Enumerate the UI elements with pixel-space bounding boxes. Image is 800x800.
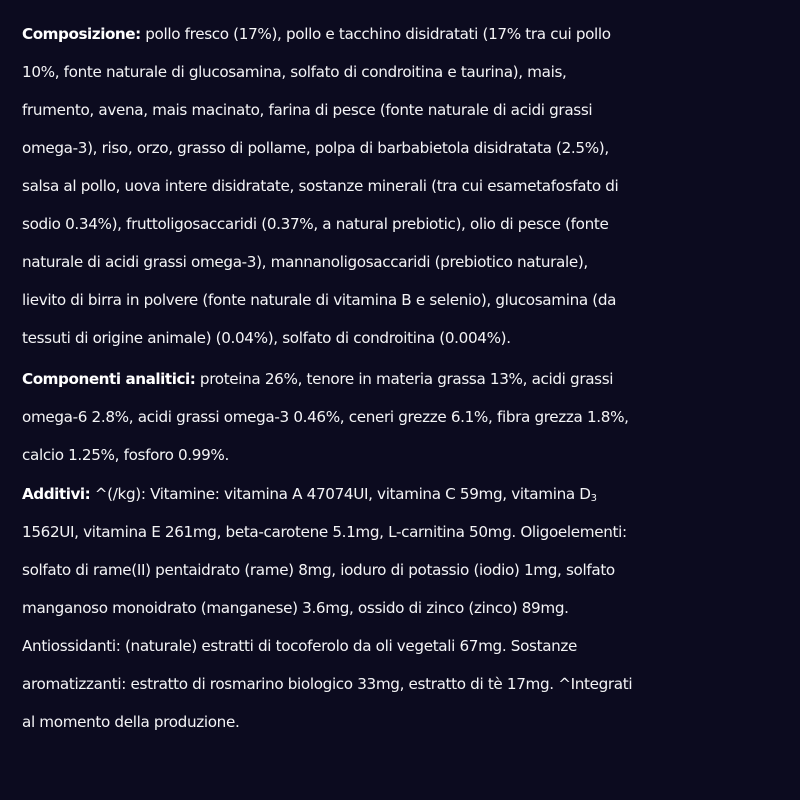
additives-line [22, 475, 792, 513]
analytical-line [22, 360, 792, 398]
composition-line: 10%, fonte naturale di glucosamina, solfato di condroitina e taurina), mais, [22, 63, 567, 81]
vitamin-d3-subscript: 3 [590, 493, 597, 504]
composition-label: Composizione: [22, 25, 141, 43]
additives-label: Additivi: [22, 485, 91, 503]
additives-line: manganoso monoidrato (manganese) 3.6mg, ossido di zinco (zinco) 89mg. [22, 599, 569, 617]
composition-line: naturale di acidi grassi omega-3), mannanoligosaccaridi (prebiotico naturale), [22, 253, 588, 271]
additives-line: al momento della produzione. [22, 713, 240, 731]
composition-line: lievito di birra in polvere (fonte naturale di vitamina B e selenio), glucosamina (da [22, 291, 617, 309]
composition-text: pollo fresco (17%), pollo e tacchino disidratati (17% tra cui pollo [140, 25, 611, 43]
analytical-text: proteina 26%, tenore in materia grassa 13%, acidi grassi [195, 370, 614, 388]
additives-line: 1562UI, vitamina E 261mg, beta-carotene 5.1mg, L-carnitina 50mg. Oligoelementi: [22, 523, 627, 541]
analytical-label: Componenti analitici: [22, 370, 196, 388]
composition-line: omega-3), riso, orzo, grasso di pollame, polpa di barbabietola disidratata (2.5%), [22, 139, 609, 157]
composition-line: frumento, avena, mais macinato, farina di pesce (fonte naturale di acidi grassi [22, 101, 593, 119]
composition-line: sodio 0.34%), fruttoligosaccaridi (0.37%, a natural prebiotic), olio di pesce (fonte [22, 215, 609, 233]
additives-section [22, 475, 792, 741]
additives-line: solfato di rame(II) pentaidrato (rame) 8mg, ioduro di potassio (iodio) 1mg, solfato [22, 561, 615, 579]
additives-text: ^(/kg): Vitamine: vitamina A 47074UI, vitamina C 59mg, vitamina D [90, 485, 591, 503]
analytical-line: calcio 1.25%, fosforo 0.99%. [22, 446, 229, 464]
composition-line: salsa al pollo, uova intere disidratate, sostanze minerali (tra cui esametafosfato di [22, 177, 619, 195]
composition-line: tessuti di origine animale) (0.04%), solfato di condroitina (0.004%). [22, 329, 511, 347]
composition-section [22, 15, 792, 357]
analytical-components-section [22, 360, 792, 474]
analytical-line: omega-6 2.8%, acidi grassi omega-3 0.46%, ceneri grezze 6.1%, fibra grezza 1.8%, [22, 408, 629, 426]
additives-line: aromatizzanti: estratto di rosmarino biologico 33mg, estratto di tè 17mg. ^Integrati [22, 675, 633, 693]
composition-line [22, 15, 792, 53]
additives-line: Antiossidanti: (naturale) estratti di tocoferolo da oli vegetali 67mg. Sostanze [22, 637, 578, 655]
